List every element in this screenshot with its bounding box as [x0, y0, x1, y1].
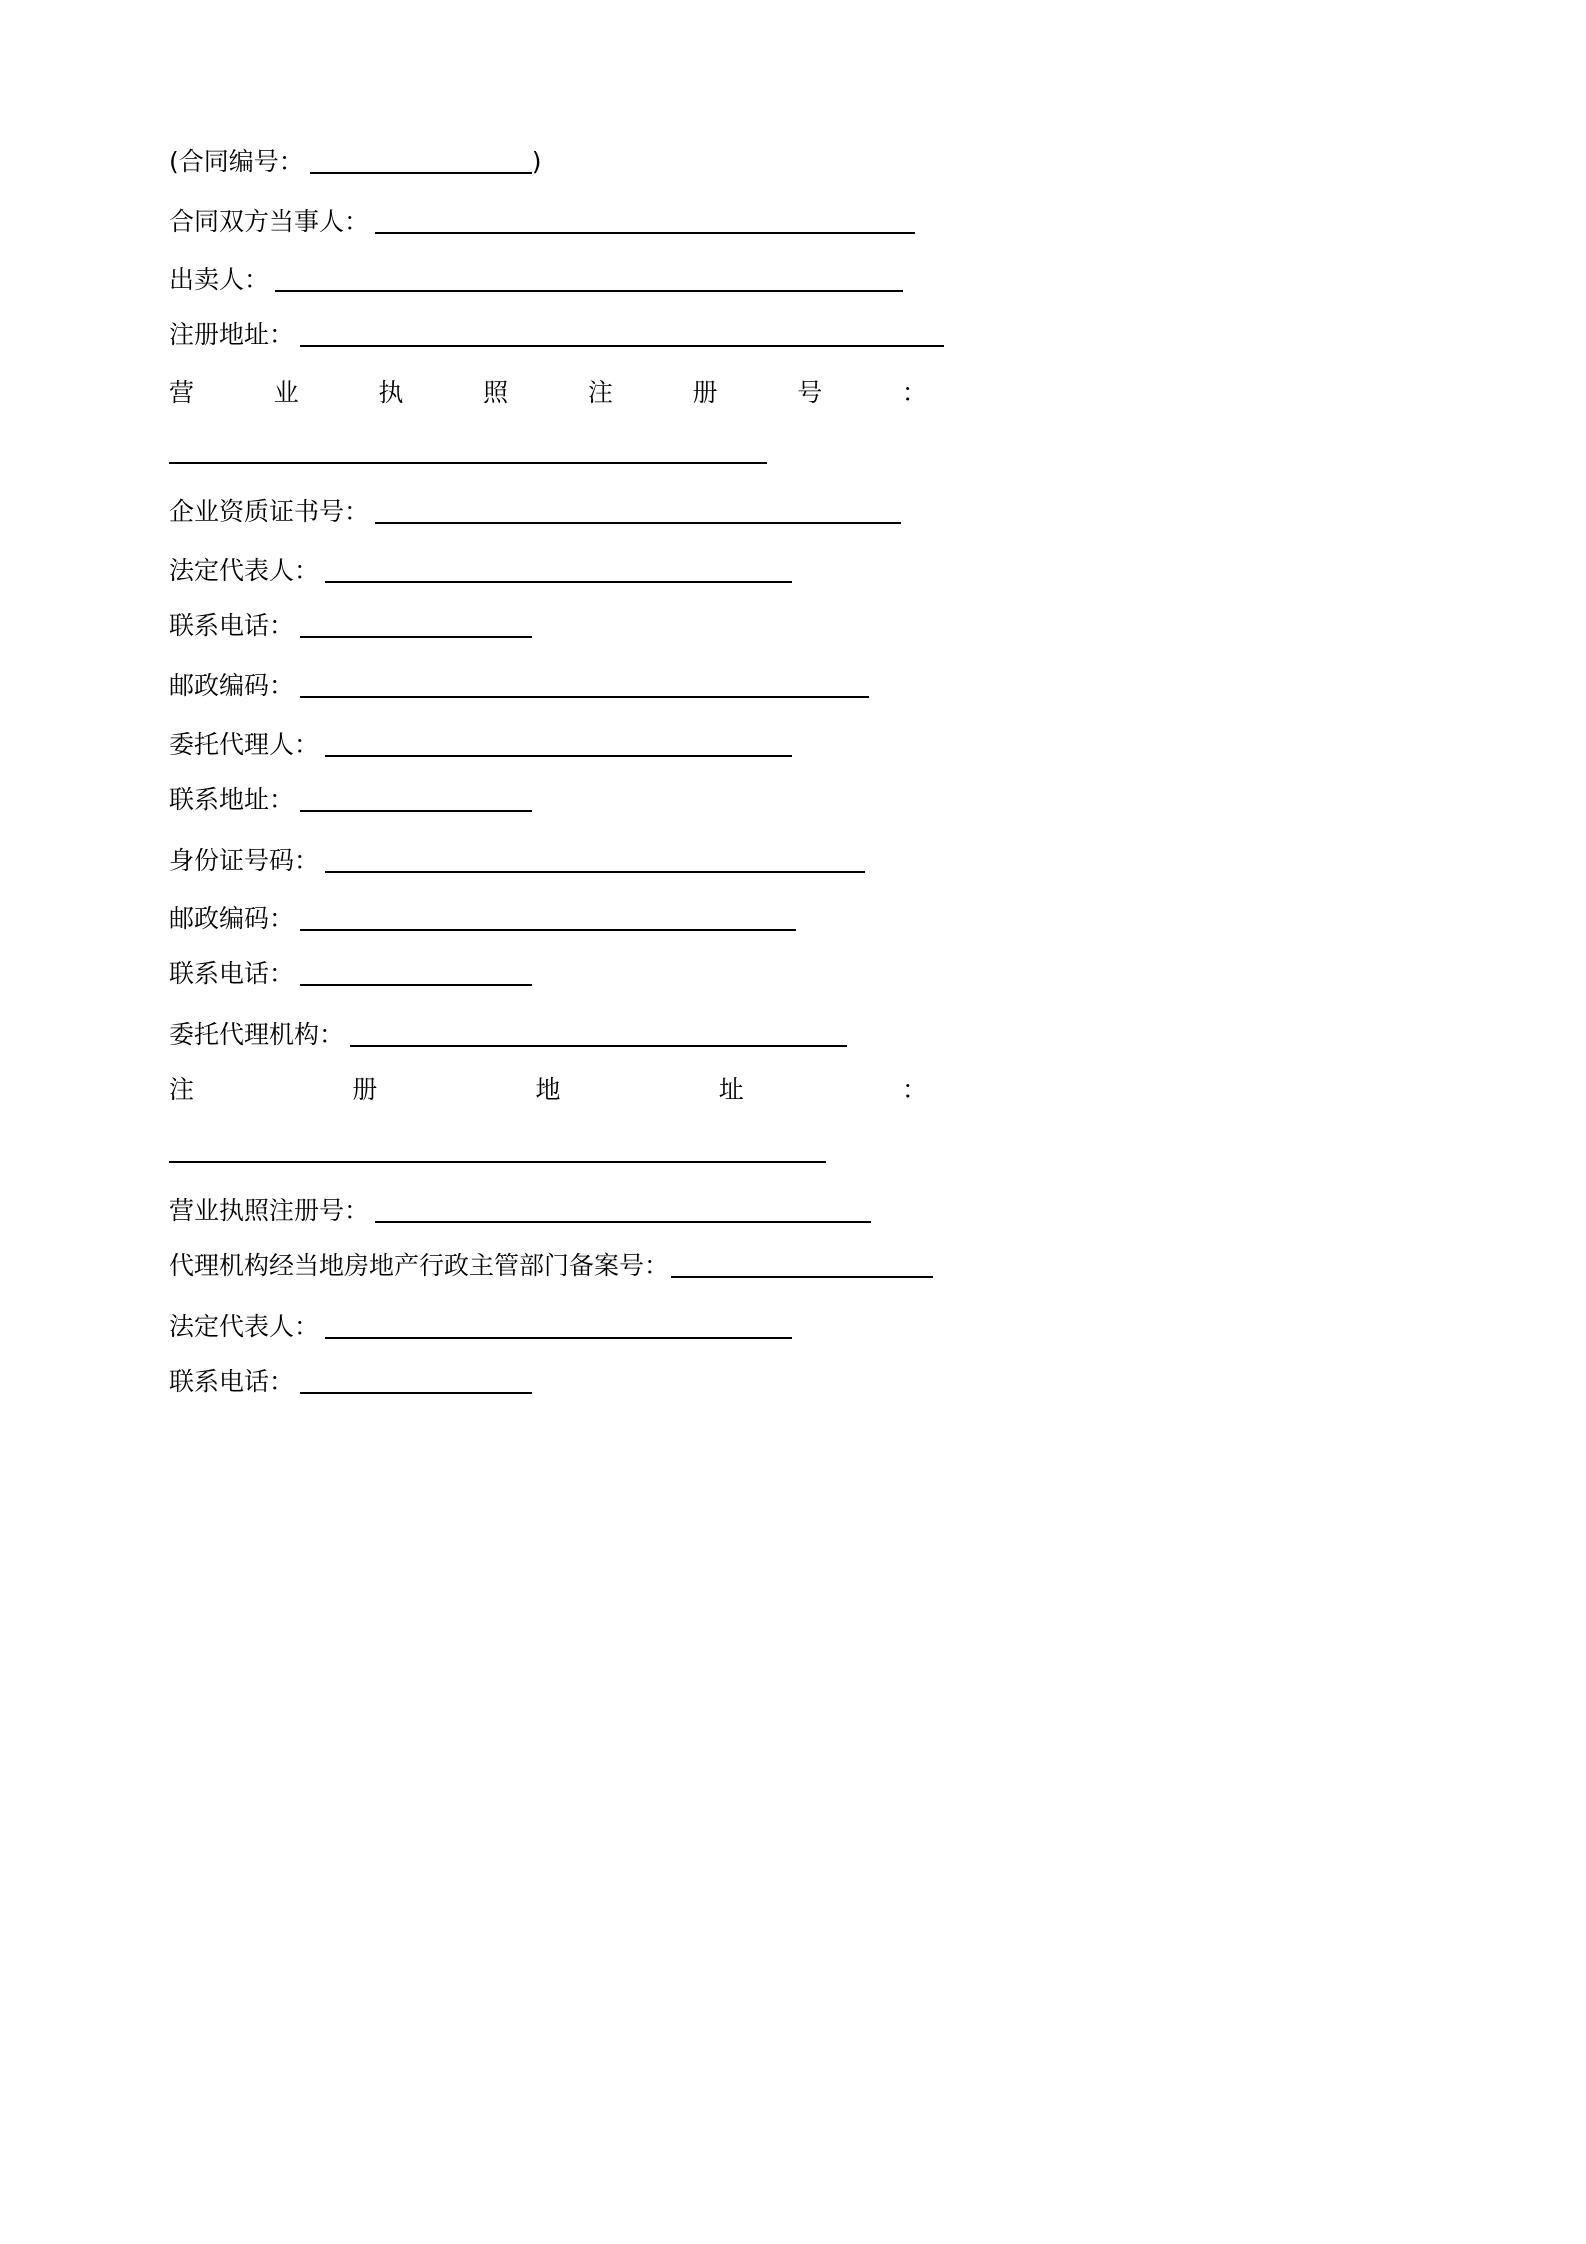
agency-label: 委托代理机构：: [169, 1020, 345, 1049]
seller-label: 出卖人：: [169, 265, 270, 294]
agency-legal-rep-line: [169, 1311, 792, 1343]
license-char: 营: [169, 378, 195, 407]
agent-phone-field[interactable]: [300, 958, 532, 986]
seller-license-label: [169, 377, 927, 409]
seller-field[interactable]: [275, 264, 903, 292]
agent-person-field[interactable]: [325, 729, 792, 757]
reg-address-char: 址: [718, 1075, 744, 1104]
seller-phone-field[interactable]: [300, 610, 532, 638]
agency-filing-line: [169, 1250, 933, 1282]
parties-field[interactable]: [375, 206, 915, 234]
seller-phone-line: [169, 610, 532, 642]
agency-legal-rep-label: 法定代表人：: [169, 1312, 320, 1341]
agent-id-label: 身份证号码：: [169, 846, 320, 875]
seller-qualification-label: 企业资质证书号：: [169, 497, 370, 526]
seller-qualification-line: [169, 496, 901, 528]
agent-address-field[interactable]: [300, 784, 532, 812]
reg-address-char: 注: [169, 1075, 195, 1104]
license-char: 册: [692, 378, 718, 407]
contract-number-line: [169, 146, 542, 178]
seller-phone-label: 联系电话：: [169, 611, 295, 640]
seller-postal-label: 邮政编码：: [169, 671, 295, 700]
seller-legal-rep-label: 法定代表人：: [169, 556, 320, 585]
agent-phone-line: [169, 958, 532, 990]
seller-reg-address-label: 注册地址：: [169, 320, 295, 349]
license-char: 执: [378, 378, 404, 407]
seller-license-field[interactable]: [169, 462, 767, 464]
seller-postal-line: [169, 670, 869, 702]
seller-legal-rep-field[interactable]: [325, 555, 792, 583]
seller-reg-address-field[interactable]: [300, 319, 944, 347]
agency-license-label: 营业执照注册号：: [169, 1196, 370, 1225]
agency-phone-field[interactable]: [300, 1366, 532, 1394]
reg-address-char: 地: [535, 1075, 561, 1104]
agent-address-line: [169, 784, 532, 816]
parties-label: 合同双方当事人：: [169, 207, 370, 236]
agent-phone-label: 联系电话：: [169, 959, 295, 988]
parties-line: [169, 206, 915, 238]
agency-field[interactable]: [350, 1019, 847, 1047]
agency-filing-label: 代理机构经当地房地产行政主管部门备案号：: [169, 1251, 670, 1280]
contract-page: [0, 0, 1103, 1560]
agent-postal-line: [169, 903, 796, 935]
agent-id-line: [169, 845, 865, 877]
reg-address-char: ：: [901, 1075, 927, 1104]
agent-id-field[interactable]: [325, 845, 865, 873]
agent-person-label: 委托代理人：: [169, 730, 320, 759]
agency-license-field[interactable]: [375, 1195, 871, 1223]
agency-phone-label: 联系电话：: [169, 1367, 295, 1396]
contract-number-field[interactable]: [310, 146, 532, 174]
agent-postal-label: 邮政编码：: [169, 904, 295, 933]
agency-phone-line: [169, 1366, 532, 1398]
license-char: 注: [587, 378, 613, 407]
contract-number-label: (合同编号：: [169, 147, 304, 176]
seller-qualification-field[interactable]: [375, 496, 901, 524]
agency-filing-field[interactable]: [671, 1250, 933, 1278]
agency-line: [169, 1019, 847, 1051]
license-char: 照: [483, 378, 509, 407]
seller-postal-field[interactable]: [300, 670, 869, 698]
agency-license-line: [169, 1195, 871, 1227]
contract-number-close: ): [531, 147, 542, 176]
agent-postal-field[interactable]: [300, 903, 796, 931]
seller-reg-address-line: [169, 319, 944, 351]
agent-address-label: 联系地址：: [169, 785, 295, 814]
license-char: 号: [797, 378, 823, 407]
license-char: 业: [273, 378, 299, 407]
agent-person-line: [169, 729, 792, 761]
agency-legal-rep-field[interactable]: [325, 1311, 792, 1339]
license-char: ：: [901, 378, 927, 407]
seller-line: [169, 264, 903, 296]
reg-address-char: 册: [352, 1075, 378, 1104]
agency-reg-address-label: [169, 1074, 927, 1106]
seller-legal-rep-line: [169, 555, 792, 587]
agency-reg-address-field[interactable]: [169, 1161, 826, 1163]
